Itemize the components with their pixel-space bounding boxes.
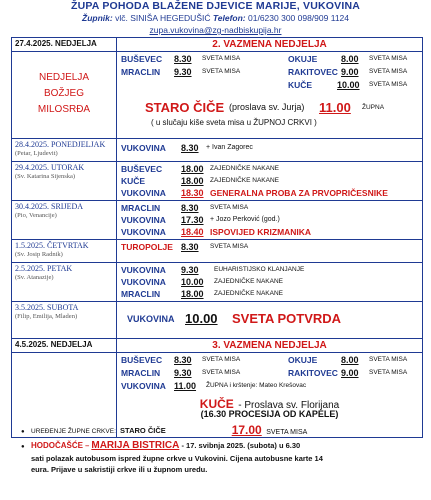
mass-row: KUČE 10.00 SVETA MISA xyxy=(288,80,408,90)
mass-row: BUŠEVEC 8.30 SVETA MISA OKUJE 8.00 SVETA MISA xyxy=(121,54,408,64)
sunday-title-cell xyxy=(12,52,117,139)
mass-row: KUČE 18.00 ZAJEDNIČKE NAKANE xyxy=(121,176,279,186)
mass-row: VUKOVINA 17.30 + Jozo Perković (god.) xyxy=(121,215,280,225)
kuce-celebration: KUČE - Proslava sv. Florijana xyxy=(199,397,340,411)
mass-row: MRACLIN 9.30 SVETA MISA RAKITOVEC 9.00 SVETA MISA xyxy=(121,67,408,77)
mass-row: VUKOVINA 18.40 ISPOVIJED KRIZMANIKA xyxy=(121,227,312,237)
date-cell: 28.4.2025. PONEDJELJAK (Petar, Ljudevit) xyxy=(12,139,117,162)
mass-row: BUŠEVEC 18.00 ZAJEDNIČKE NAKANE xyxy=(121,164,279,174)
mass-row: VUKOVINA 10.00 ZAJEDNIČKE NAKANE xyxy=(121,277,283,287)
pilgrimage-registration: eura. Prijave u sakristiji crkve ili u župnom uredu. xyxy=(31,465,208,474)
mass-row: VUKOVINA 11.00 ŽUPNA i krštenje: Mateo Krešovac xyxy=(121,381,307,391)
schedule-table xyxy=(11,37,423,438)
email-link[interactable]: zupa.vukovina@zg-nadbiskupija.hr xyxy=(149,25,282,35)
pilgrimage-details: sati polazak autobusom ispred župne crkve u Vukovini. Cijena autobusne karte 14 xyxy=(31,454,323,463)
phone-numbers: 01/6230 300 098/909 1124 xyxy=(248,13,349,23)
procession-note: (16.30 PROCESIJA OD KAPELE) xyxy=(200,409,339,419)
mass-row: VUKOVINA 18.30 GENERALNA PROBA ZA PRVOPRIČESNIKE xyxy=(121,188,388,198)
date-cell: 2.5.2025. PETAK (Sv. Atanazije) xyxy=(12,263,117,302)
mass-row: BUŠEVEC 8.30 SVETA MISA OKUJE 8.00 SVETA MISA xyxy=(121,355,408,365)
date-cell: 3.5.2025. SUBOTA (Filip, Emilija, Mladen) xyxy=(12,302,117,339)
day-masses xyxy=(117,162,423,201)
sunday-heading: 3. VAZMENA NEDJELJA xyxy=(117,339,423,353)
date-cell: 1.5.2025. ČETVRTAK (Sv. Josip Radnik) xyxy=(12,240,117,263)
mass-row: MRACLIN 8.30 SVETA MISA xyxy=(121,203,249,213)
announcement-pilgrimage: ● HODOČAŠĆE – MARIJA BISTRICA - 17. svibnja 2025. (subota) u 6.30 xyxy=(21,440,301,451)
day-masses xyxy=(117,302,423,339)
pastor-name: vlč. SINIŠA HEGEDUŠIĆ xyxy=(115,13,211,23)
day-masses xyxy=(117,201,423,240)
date-cell: 27.4.2025. NEDJELJA xyxy=(12,38,117,52)
mass-row: VUKOVINA 8.30 + Ivan Zagorec xyxy=(121,143,253,153)
announcements xyxy=(11,425,423,475)
kuce-mass-time: 17.00 SVETA MISA xyxy=(231,423,308,437)
pastor-line: Župnik: vlč. SINIŠA HEGEDUŠIĆ Telefon: 01/6230 300 098/909 1124 xyxy=(82,13,349,23)
parish-title: ŽUPA POHODA BLAŽENE DJEVICE MARIJE, VUKOVINA xyxy=(70,0,361,12)
day-masses xyxy=(117,263,423,302)
date-cell: 30.4.2025. SRIJEDA (Pio, Venancije) xyxy=(12,201,117,240)
day-masses xyxy=(117,240,423,263)
mass-row: TUROPOLJE 8.30 SVETA MISA xyxy=(121,242,249,252)
date-cell: 4.5.2025. NEDJELJA xyxy=(12,339,117,353)
mass-row: MRACLIN 18.00 ZAJEDNIČKE NAKANE xyxy=(121,289,283,299)
confirmation-line: VUKOVINA 10.00 SVETA POTVRDA xyxy=(127,311,342,326)
date-cell: 29.4.2025. UTORAK (Sv. Katarina Sijenska) xyxy=(12,162,117,201)
mass-row: VUKOVINA 9.30 EUHARISTIJSKO KLANJANJE xyxy=(121,265,305,275)
sunday-title: NEDJELJA BOŽJEG MILOSRĐA xyxy=(37,72,91,115)
day-masses xyxy=(117,139,423,162)
parish-header xyxy=(0,0,431,36)
rain-note: ( u slučaju kiše sveta misa u ŽUPNOJ CRKVI ) xyxy=(151,118,317,127)
sunday-masses: BUŠEVEC 8.30 SVETA MISA OKUJE 8.00 SVETA MISA MRACLIN 9.30 SVETA MISA RAKITOVEC 9.00 SVETA MISA KUČE 10.00 SVETA MISA STARO ČIČE (proslava sv. Jurja) 11.00 ŽUPNA ( u slučaju kiše sveta misa u ŽUPNOJ CRKVI ) xyxy=(117,52,423,139)
sunday-heading: 2. VAZMENA NEDJELJA xyxy=(117,38,423,52)
mass-row: MRACLIN 9.30 SVETA MISA RAKITOVEC 9.00 SVETA MISA xyxy=(121,368,408,378)
announcement-cleaning: ● UREĐENJE ŽUPNE CRKVE: STARO ČIČE xyxy=(21,426,166,435)
staro-cice-title: STARO ČIČE xyxy=(145,100,225,115)
